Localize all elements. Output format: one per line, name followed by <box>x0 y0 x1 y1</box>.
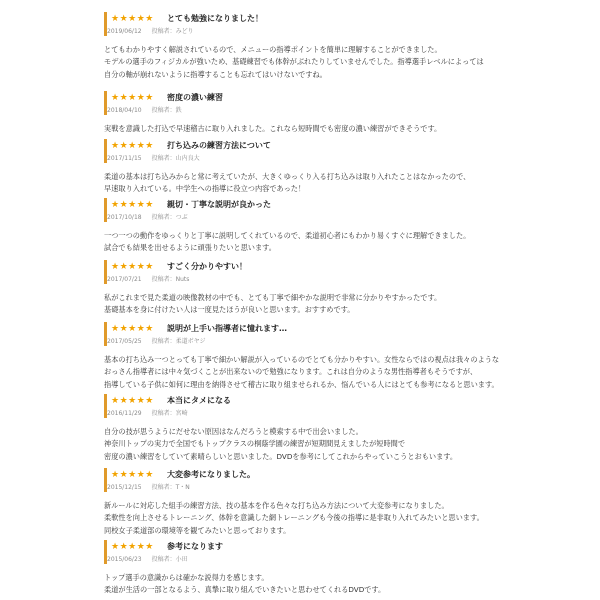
reviewer-name: Nuts <box>175 276 190 283</box>
review-meta <box>107 213 198 222</box>
review-item <box>104 89 574 135</box>
review-body <box>104 426 574 463</box>
review-header <box>104 320 574 350</box>
star-rating-icon: ★★★★★ <box>111 324 154 334</box>
reviewer-prefix: 投稿者： <box>151 484 176 491</box>
review-date: 2015/06/23 <box>107 556 142 563</box>
review-text-line: 早速取り入れている。中学生への指導に役立つ内容であった！ <box>104 184 306 194</box>
review-item <box>104 320 574 391</box>
review-meta <box>107 27 204 36</box>
review-title: 説明が上手い指導者に憧れます… <box>167 324 287 333</box>
review-meta <box>107 555 198 564</box>
review-title: 大変参考になりました。 <box>167 470 255 479</box>
review-body <box>104 123 574 135</box>
reviewer-name: つぶ <box>175 214 188 221</box>
review-header <box>104 466 574 496</box>
reviewer-name: 鉄 <box>175 107 182 114</box>
review-meta <box>107 106 192 115</box>
review-text-line: 密度の濃い練習をしていて素晴らしいと思いました。DVDを参考にしてこれからやっていこうとおもいます。 <box>104 451 458 461</box>
review-header <box>104 10 574 40</box>
star-rating-icon: ★★★★★ <box>111 93 154 103</box>
review-date: 2018/04/10 <box>107 107 142 114</box>
review-title: 打ち込みの練習方法について <box>167 141 271 150</box>
reviewer-prefix: 投稿者： <box>151 338 176 345</box>
review-header <box>104 392 574 422</box>
review-title: 参考になります <box>167 542 223 551</box>
star-rating-icon: ★★★★★ <box>111 200 154 210</box>
review-meta <box>107 483 200 492</box>
star-rating-icon: ★★★★★ <box>111 141 154 151</box>
reviewer-prefix: 投稿者： <box>151 214 176 221</box>
review-item <box>104 466 574 537</box>
reviewer-name: 柔道ボヤジ <box>175 338 206 345</box>
star-rating-icon: ★★★★★ <box>111 470 154 480</box>
review-body <box>104 500 574 537</box>
review-item <box>104 392 574 463</box>
review-body <box>104 572 574 597</box>
reviewer-name: みどり <box>175 28 194 35</box>
review-text-line: 自分の技が思うようにだせない原因はなんだろうと模索する中で出会いました。 <box>104 427 363 436</box>
review-body <box>104 354 574 391</box>
review-text-line: 自分の軸が崩れないように指導することも忘れてはいけないですね。 <box>104 69 327 79</box>
review-body <box>104 44 574 81</box>
review-text-line: 指導している子供に如何に理由を納得させて稽古に取り組ませられるか、悩んでいる人にはとても参考になると思います。 <box>104 379 499 389</box>
star-rating-icon: ★★★★★ <box>111 396 154 406</box>
review-header <box>104 538 574 568</box>
reviewer-name: 宮崎 <box>175 410 188 417</box>
review-date: 2017/11/15 <box>107 155 142 162</box>
reviewer-prefix: 投稿者： <box>151 28 176 35</box>
review-meta <box>107 154 210 163</box>
review-text-line: 試合でも結果を出せるように頑張りたいと思います。 <box>104 243 276 253</box>
review-text-line: 私がこれまで見た柔道の映像教材の中でも、とても丁寧で細やかな説明で非常に分かりやすかったです。 <box>104 293 442 302</box>
review-title: すごく分かりやすい！ <box>167 262 247 271</box>
reviewer-name: T・N <box>175 484 190 491</box>
star-rating-icon: ★★★★★ <box>111 262 154 272</box>
review-text-line: モデルの選手のフィジカルが強いため、基礎練習でも体幹がぶれたりしていませんでした。指導選手レベルによっては <box>104 57 484 67</box>
review-body <box>104 230 574 255</box>
star-rating-icon: ★★★★★ <box>111 14 154 24</box>
review-text-line: 基礎基本を身に付けたい人は一度見たほうが良いと思います。おすすめです。 <box>104 305 355 315</box>
review-item <box>104 538 574 597</box>
reviewer-prefix: 投稿者： <box>151 155 176 162</box>
review-date: 2017/07/21 <box>107 276 142 283</box>
reviewer-prefix: 投稿者： <box>151 410 176 417</box>
review-date: 2017/05/25 <box>107 338 142 345</box>
review-body <box>104 171 574 196</box>
review-title: とても勉強になりました！ <box>167 14 263 23</box>
review-date: 2017/10/18 <box>107 214 142 221</box>
reviewer-name: 山内良大 <box>175 155 200 162</box>
review-body <box>104 292 574 317</box>
review-text-line: とてもわかりやすく解説されているので、メニューの指導ポイントを簡単に理解することができました。 <box>104 45 442 54</box>
review-meta <box>107 275 199 284</box>
review-text-line: 一つ一つの動作をゆっくりと丁寧に説明してくれているので、柔道初心者にもわかり易くすぐに理解できました。 <box>104 231 471 240</box>
review-text-line: 柔軟性を向上させるトレーニング、体幹を意識した網トレーニングも今後の指導に是非取り入れてみたいと思います。 <box>104 513 484 523</box>
review-date: 2015/12/15 <box>107 484 142 491</box>
review-text-line: 同校女子柔道部の環境等を観てみたいと思っております。 <box>104 525 291 535</box>
review-text-line: トップ選手の意識からは確かな説得力を感じます。 <box>104 573 269 582</box>
review-header <box>104 258 574 288</box>
review-header <box>104 137 574 167</box>
star-rating-icon: ★★★★★ <box>111 542 154 552</box>
review-item <box>104 137 574 196</box>
review-title: 本当にタメになる <box>167 396 231 405</box>
review-text-line: 新ルールに対応した組手の練習方法、技の基本を作る色々な打ち込み方法について大変参考になりました。 <box>104 501 449 510</box>
review-item <box>104 258 574 317</box>
review-text-line: おっさん指導者には中々気づくことが出来ないので勉強になります。これは自分のような男性指導者もそうですが、 <box>104 367 478 377</box>
reviewer-prefix: 投稿者： <box>151 107 176 114</box>
review-text-line: 実戦を意識した打込で早速稽古に取り入れました。これなら短時間でも密度の濃い練習ができそうです。 <box>104 124 442 133</box>
review-meta <box>107 337 216 346</box>
reviewer-name: 小田 <box>175 556 188 563</box>
review-text-line: 柔道の基本は打ち込みからと常に考えていたが、大きくゆっくり入る打ち込みは取り入れたことはなかったので、 <box>104 172 471 181</box>
reviewer-prefix: 投稿者： <box>151 556 176 563</box>
review-header <box>104 196 574 226</box>
review-text-line: 柔道が生活の一部となるよう、真摯に取り組んでいきたいと思わせてくれるDVDです。 <box>104 585 386 595</box>
review-date: 2016/11/29 <box>107 410 142 417</box>
review-text-line: 神奈川トップの実力で全国でもトップクラスの桐蔭学園の練習が短期間見えましたが短時間で <box>104 439 406 449</box>
review-header <box>104 89 574 119</box>
review-item <box>104 196 574 255</box>
review-text-line: 基本の打ち込み一つとっても丁寧で細かい解説が入っているのでとても分かりやすい。女性ならではの視点は我々のような <box>104 355 500 364</box>
review-meta <box>107 409 198 418</box>
review-date: 2019/06/12 <box>107 28 142 35</box>
reviewer-prefix: 投稿者： <box>151 276 176 283</box>
review-title: 親切・丁寧な説明が良かった <box>167 200 271 209</box>
review-item <box>104 10 574 81</box>
review-title: 密度の濃い練習 <box>167 93 223 102</box>
